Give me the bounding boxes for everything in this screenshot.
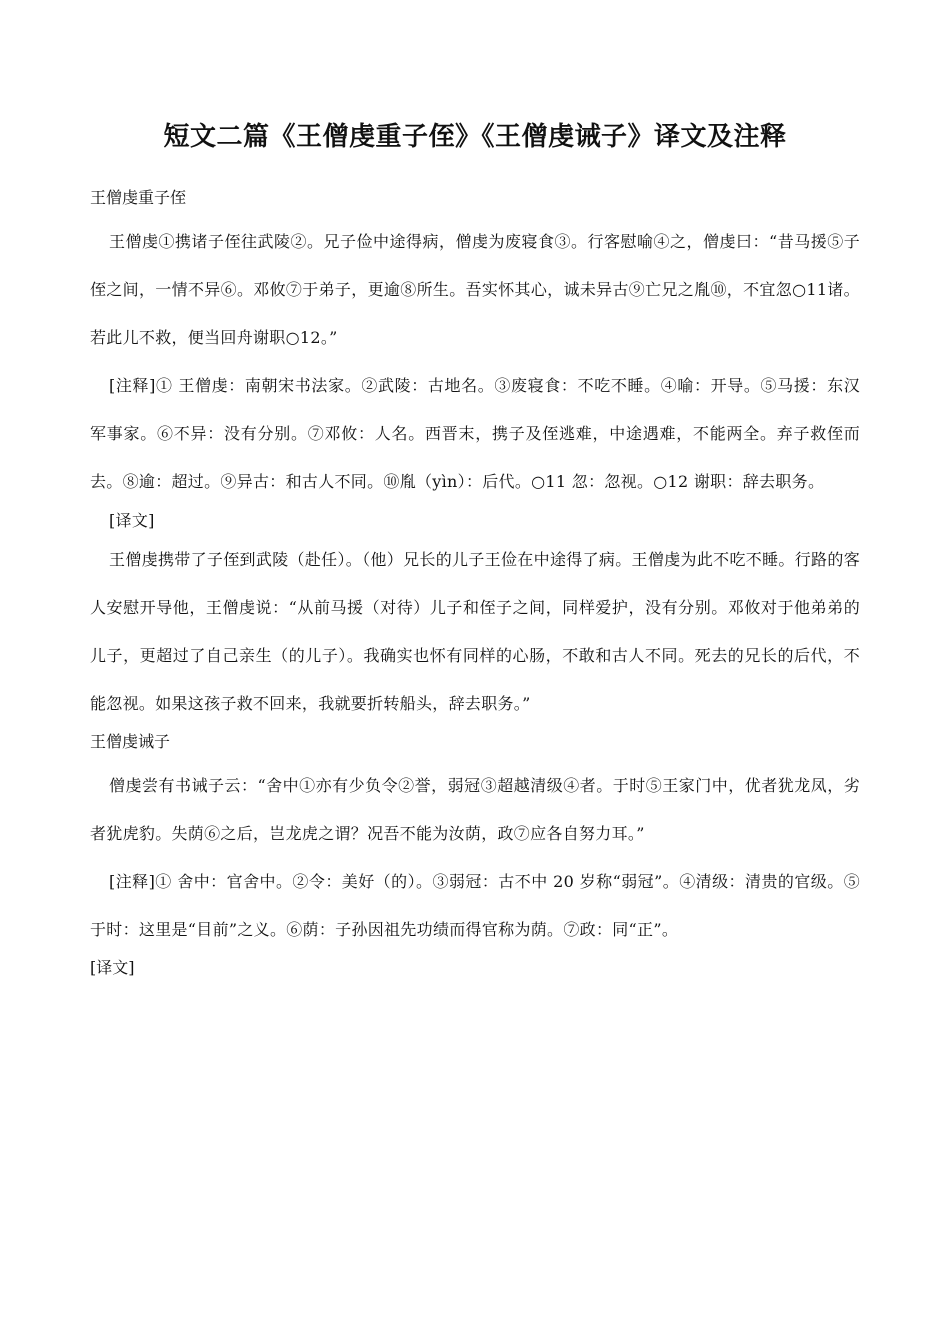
document-body bbox=[90, 184, 860, 982]
notes-paragraph: [注释]① 舍中：官舍中。②令：美好（的）。③弱冠：古不中 20 岁称“弱冠”。④清级：清贵的官级。⑤于时：这里是“目前”之义。⑥荫：子孙因祖先功绩而得官称为荫。⑦政：同“正”。 bbox=[90, 872, 860, 939]
section-heading: 王僧虔重子侄 bbox=[90, 188, 187, 207]
original-text: 僧虔尝有书诫子云：“舍中①亦有少负令②誉，弱冠③超越清级④者。于时⑤王家门中，优者犹龙凤，劣者犹虎豹。失荫⑥之后，岂龙虎之谓？况吾不能为汝荫，政⑦应各自努力耳。” bbox=[90, 776, 860, 843]
translation-paragraph: 王僧虔携带了子侄到武陵（赴任）。（他）兄长的儿子王俭在中途得了病。王僧虔为此不吃不睡。行路的客人安慰开导他，王僧虔说：“从前马援（对待）儿子和侄子之间，同样爱护，没有分别。邓攸对于他弟弟的儿子，更超过了自己亲生（的儿子）。我确实也怀有同样的心肠，不敢和古人不同。死去的兄长的后代，不能忽视。如果这孩子救不回来，我就要折转船头，辞去职务。” bbox=[90, 550, 860, 713]
original-text: 王僧虔①携诸子侄往武陵②。兄子俭中途得病，僧虔为废寝食③。行客慰喻④之，僧虔曰：“昔马援⑤子侄之间，一情不异⑥。邓攸⑦于弟子，更逾⑧所生。吾实怀其心，诚未异古⑨亡兄之胤⑩，不宜忽○11诸。若此儿不救，便当回舟谢职○12。” bbox=[90, 232, 860, 347]
translation-label: [译文] bbox=[109, 511, 155, 530]
translation-label: [译文] bbox=[90, 958, 135, 977]
section-heading: 王僧虔诫子 bbox=[90, 732, 171, 751]
notes-paragraph: [注释]① 王僧虔：南朝宋书法家。②武陵：古地名。③废寝食：不吃不睡。④喻：开导。⑤马援：东汉军事家。⑥不异：没有分别。⑦邓攸：人名。西晋末，携子及侄逃难，中途遇难，不能两全。弃子救侄而去。⑧逾：超过。⑨异古：和古人不同。⑩胤（yìn）：后代。○11 忽：忽视。○12 谢职：辞去职务。 bbox=[90, 376, 860, 491]
document-title: 短文二篇《王僧虔重子侄》《王僧虔诫子》译文及注释 bbox=[163, 122, 787, 152]
